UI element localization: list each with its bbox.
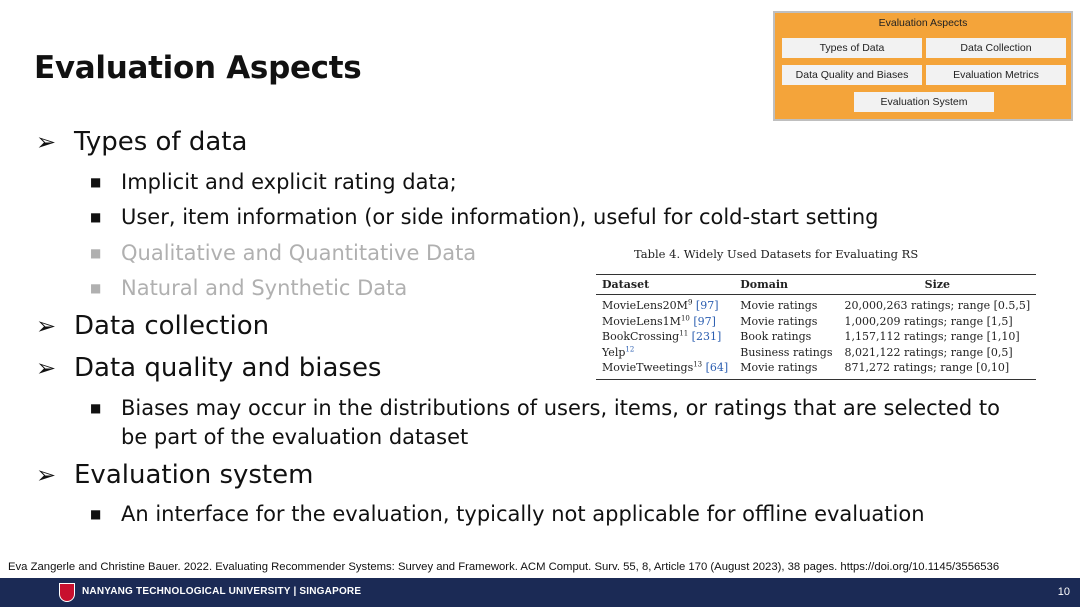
table-row: Yelp$^{12}$ Business ratings 8,021,122 ratings; range [0,5] bbox=[602, 344, 1013, 359]
section-data-quality bbox=[36, 353, 381, 383]
table-header-dataset: Dataset bbox=[596, 275, 734, 295]
list-item: ■ An interface for the evaluation, typically not applicable for offline evaluation bbox=[90, 500, 1040, 529]
diagram-box-evaluation-system: Evaluation System bbox=[854, 92, 994, 112]
section-label: Types of data bbox=[74, 127, 248, 157]
diagram-box-types-of-data: Types of Data bbox=[782, 38, 922, 58]
citation: Eva Zangerle and Christine Bauer. 2022. Evaluating Recommender Systems: Survey and Framework. ACM Comput. Surv. 55, 8, Article 170 (August 2023), 38 pages. https://doi.org/10.1145/3556536 bbox=[8, 561, 1000, 573]
university-name: NANYANG TECHNOLOGICAL UNIVERSITY | SINGAPORE bbox=[82, 586, 362, 597]
table-row: MovieTweetings$^{13}$ [64] Movie ratings 871,272 ratings; range [0,10] bbox=[596, 360, 1036, 379]
table-header-domain: Domain bbox=[734, 275, 838, 295]
evaluation-aspects-diagram bbox=[773, 11, 1073, 121]
arrow-bullet-icon: ➢ bbox=[36, 461, 57, 489]
list-item-dimmed: ■ Qualitative and Quantitative Data bbox=[90, 239, 1040, 268]
square-bullet-icon: ■ bbox=[90, 175, 102, 189]
diagram-box-evaluation-metrics: Evaluation Metrics bbox=[926, 65, 1066, 85]
datasets-table bbox=[596, 274, 1036, 380]
section-data-collection bbox=[36, 311, 269, 341]
slide-title: Evaluation Aspects bbox=[34, 50, 362, 86]
arrow-bullet-icon: ➢ bbox=[36, 312, 57, 340]
table-row: $MovieLens1M^{10}$ [97] Movie ratings 1,000,209 ratings; range [1,5] bbox=[602, 313, 1013, 328]
section-label: Evaluation system bbox=[74, 460, 314, 490]
diagram-box-data-quality: Data Quality and Biases bbox=[782, 65, 922, 85]
square-bullet-icon: ■ bbox=[90, 281, 102, 295]
square-bullet-icon: ■ bbox=[90, 401, 102, 415]
square-bullet-icon: ■ bbox=[90, 507, 102, 521]
section-evaluation-system bbox=[36, 460, 313, 490]
table-row: $MovieLens20M^9$ [97] Movie ratings 20,000,263 ratings; range [0.5,5] bbox=[602, 298, 1031, 312]
square-bullet-icon: ■ bbox=[90, 210, 102, 224]
table-row: BookCrossing$^{11}$ [231] Book ratings 1,157,112 ratings; range [1,10] bbox=[602, 329, 1020, 343]
section-label: Data collection bbox=[74, 311, 270, 341]
table-header-size: Size bbox=[838, 275, 1036, 295]
list-item: ■ Biases may occur in the distributions of users, items, or ratings that are selected to be part of the evaluation dataset bbox=[90, 396, 1000, 449]
list-item-dimmed: ■ Natural and Synthetic Data bbox=[90, 274, 1040, 303]
arrow-bullet-icon: ➢ bbox=[36, 354, 57, 382]
section-label: Data quality and biases bbox=[74, 353, 382, 383]
list-item: ■ Implicit and explicit rating data; bbox=[90, 168, 1040, 197]
arrow-bullet-icon: ➢ bbox=[36, 128, 57, 156]
diagram-box-data-collection: Data Collection bbox=[926, 38, 1066, 58]
diagram-header: Evaluation Aspects bbox=[878, 17, 968, 29]
section-types-of-data bbox=[36, 127, 247, 157]
table-caption: Table 4. Widely Used Datasets for Evaluating RS bbox=[634, 247, 919, 261]
page-number: 10 bbox=[1057, 586, 1070, 598]
square-bullet-icon: ■ bbox=[90, 246, 102, 260]
footer-bar bbox=[0, 578, 1080, 607]
university-crest-icon bbox=[59, 583, 75, 602]
list-item: ■ User, item information (or side information), useful for cold-start setting bbox=[90, 203, 1040, 232]
